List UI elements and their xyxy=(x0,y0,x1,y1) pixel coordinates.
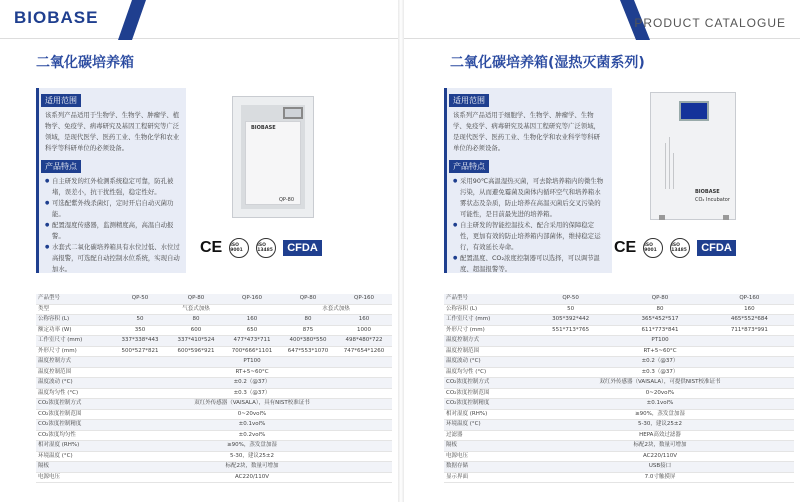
table-row xyxy=(444,451,794,462)
table-cell: RT+5~60°C xyxy=(526,346,794,357)
device-brand-label: BIOBASE xyxy=(251,125,276,131)
table-row-label: 温度波动 (°C) xyxy=(36,378,112,389)
table-cell: 标配2块，数量可增加 xyxy=(526,441,794,452)
table-row-label: 温度波动 (°C) xyxy=(444,357,526,368)
table-cell: 50 xyxy=(526,304,615,315)
table-row-label: 温度均匀性 (°C) xyxy=(444,367,526,378)
certification-marks xyxy=(614,238,736,258)
table-cell: 875 xyxy=(280,325,336,336)
table-row xyxy=(36,346,392,357)
table-row xyxy=(36,336,392,347)
table-row-label: 相对湿度 (RH%) xyxy=(36,441,112,452)
table-cell: ±0.2（@37） xyxy=(526,357,794,368)
table-cell: 80 xyxy=(280,315,336,326)
table-row-label: 温度控制方式 xyxy=(36,357,112,368)
table-cell: 标配2块，数量可增加 xyxy=(112,462,392,473)
table-cell: 1000 xyxy=(336,325,392,336)
table-cell: ±0.1vol% xyxy=(112,420,392,431)
table-row xyxy=(36,451,392,462)
features-heading: 产品特点 xyxy=(41,160,81,173)
table-row xyxy=(36,430,392,441)
page-title: 二氧化碳培养箱(湿热灭菌系列) xyxy=(450,55,645,71)
table-row-label: 工作室尺寸 (mm) xyxy=(444,315,526,326)
door-seam xyxy=(673,153,674,189)
table-cell: 160 xyxy=(705,304,794,315)
table-row xyxy=(444,472,794,483)
ce-mark-icon: CE xyxy=(614,239,637,256)
table-cell: 水套式加热 xyxy=(280,304,392,315)
table-row-label: 电源电压 xyxy=(444,451,526,462)
table-cell: 647*553*1070 xyxy=(280,346,336,357)
table-row-label: 产品型号 xyxy=(444,294,526,304)
table-row xyxy=(36,399,392,410)
table-cell: AC220/110V xyxy=(526,451,794,462)
info-box xyxy=(36,88,186,273)
touchscreen-display-icon xyxy=(679,101,709,121)
certification-marks xyxy=(200,238,322,258)
table-row-label: 产品型号 xyxy=(36,294,112,304)
table-cell: ±0.3（@37） xyxy=(112,388,392,399)
table-cell: 双红外传感器（VAISALA），具有NIST校准证书 xyxy=(112,399,392,410)
info-box xyxy=(444,88,612,273)
iso-9001-badge-icon: ISO 9001 xyxy=(229,238,249,258)
table-cell: ±0.2（@37） xyxy=(112,378,392,389)
table-row-label: CO₂浓度控制精度 xyxy=(444,399,526,410)
left-page xyxy=(0,0,398,502)
catalog-label: PRODUCT CATALOGUE xyxy=(634,16,786,30)
table-cell: ±0.2vol% xyxy=(112,430,392,441)
table-row xyxy=(36,462,392,473)
table-row xyxy=(36,441,392,452)
table-cell: 7.0寸触摸屏 xyxy=(526,472,794,483)
table-row xyxy=(444,294,794,304)
table-row-label: 温度控制范围 xyxy=(444,346,526,357)
table-row xyxy=(444,409,794,420)
table-row xyxy=(444,388,794,399)
table-cell: 0~20vol% xyxy=(526,388,794,399)
table-cell: ≥90%，蒸发盘加湿 xyxy=(526,409,794,420)
features-list xyxy=(447,176,612,275)
door-seam xyxy=(669,137,670,189)
table-row-label: 环境温度 (°C) xyxy=(444,420,526,431)
iso-9001-badge-icon: ISO 9001 xyxy=(643,238,663,258)
table-cell: QP-80 xyxy=(168,294,224,304)
incubator-image xyxy=(232,96,314,218)
table-cell: 477*473*711 xyxy=(224,336,280,347)
table-cell: QP-160 xyxy=(705,294,794,304)
table-row xyxy=(444,420,794,431)
table-cell: 350 xyxy=(112,325,168,336)
table-row-label: 隔板 xyxy=(36,462,112,473)
feature-item: ● 自主研发的智能控温技术、配合采用的保障稳定性，更加有效的防止培养箱内部菌体，维持稳定运行，有效延长寿命。 xyxy=(453,220,606,253)
table-row-label: CO₂浓度控制精度 xyxy=(36,420,112,431)
table-row-label: 公称容积 (L) xyxy=(444,304,526,315)
table-cell: HEPA高效过滤器 xyxy=(526,430,794,441)
device-brand-label: BIOBASE xyxy=(695,189,720,195)
table-row xyxy=(36,420,392,431)
table-row-label: 温度均匀性 (°C) xyxy=(36,388,112,399)
table-row xyxy=(444,430,794,441)
table-cell: QP-160 xyxy=(224,294,280,304)
control-panel-icon xyxy=(283,107,303,119)
table-row-label: 环境温度 (°C) xyxy=(36,451,112,462)
table-row xyxy=(444,315,794,326)
device-foot xyxy=(659,215,665,220)
table-row xyxy=(444,399,794,410)
table-cell: PT100 xyxy=(112,357,392,368)
table-row xyxy=(36,472,392,483)
table-row-label: 额定功率 (W) xyxy=(36,325,112,336)
table-cell: 400*380*550 xyxy=(280,336,336,347)
table-cell: 611*773*841 xyxy=(615,325,704,336)
table-cell: 160 xyxy=(224,315,280,326)
table-row-label: 显示界面 xyxy=(444,472,526,483)
table-cell: AC220/110V xyxy=(112,472,392,483)
table-row-label: 类型 xyxy=(36,304,112,315)
application-text: 该系列产品适用于细胞学、生物学、肿瘤学、生物学、免疫学、病毒研究及基因工程研究等广泛领域，是现代医学、医药工业、生物化学和农业科学等科研单位的必须设备。 xyxy=(453,111,600,152)
device-model-label: QP-80 xyxy=(279,197,295,203)
table-row-label: CO₂浓度控制方式 xyxy=(444,378,526,389)
table-row-label: 外形尺寸 (mm) xyxy=(36,346,112,357)
table-cell: 337*410*524 xyxy=(168,336,224,347)
table-row-label: CO₂浓度均匀性 xyxy=(36,430,112,441)
table-cell: 500*527*821 xyxy=(112,346,168,357)
table-row-label: 温度控制范围 xyxy=(36,367,112,378)
feature-item: ● 可选配紫外线杀菌灯，定时开启自动灭菌功能。 xyxy=(45,198,180,220)
right-page xyxy=(404,0,800,502)
table-row-label: CO₂浓度控制范围 xyxy=(444,388,526,399)
table-row xyxy=(444,346,794,357)
features-heading: 产品特点 xyxy=(449,160,489,173)
header-slash-icon xyxy=(118,0,146,40)
table-row xyxy=(444,378,794,389)
table-cell: 80 xyxy=(168,315,224,326)
table-row xyxy=(444,462,794,473)
table-cell: 711*873*991 xyxy=(705,325,794,336)
table-cell: 650 xyxy=(224,325,280,336)
table-cell: USB接口 xyxy=(526,462,794,473)
table-cell: QP-50 xyxy=(112,294,168,304)
feature-item: ● 自主研发的红外检测系统稳定可靠，防孔被堵，误差小，抗干扰性强，稳定性好。 xyxy=(45,176,180,198)
incubator-image xyxy=(650,92,736,220)
table-row-label: 外形尺寸 (mm) xyxy=(444,325,526,336)
cfda-badge-icon: CFDA xyxy=(283,240,322,256)
table-row xyxy=(444,336,794,347)
table-row-label: 过滤器 xyxy=(444,430,526,441)
table-cell: 551*713*765 xyxy=(526,325,615,336)
table-cell: 80 xyxy=(615,304,704,315)
table-cell: 498*480*722 xyxy=(336,336,392,347)
spec-table xyxy=(444,294,794,483)
device-model-label: CO₂ Incubator xyxy=(695,197,730,203)
spec-table xyxy=(36,294,392,483)
table-cell: 50 xyxy=(112,315,168,326)
cfda-badge-icon: CFDA xyxy=(697,240,736,256)
application-heading: 适用范围 xyxy=(41,94,81,107)
iso-13485-badge-icon: ISO 13485 xyxy=(670,238,690,258)
door-seam xyxy=(665,143,666,189)
table-cell: 双红外传感器（VAISALA），可提供NIST校准证书 xyxy=(526,378,794,389)
table-row xyxy=(36,304,392,315)
table-cell: QP-50 xyxy=(526,294,615,304)
table-row-label: CO₂浓度控制方式 xyxy=(36,399,112,410)
table-cell: ±0.1vol% xyxy=(526,399,794,410)
table-row xyxy=(36,315,392,326)
table-cell: 700*666*1101 xyxy=(224,346,280,357)
table-row xyxy=(36,367,392,378)
table-row-label: 相对湿度 (RH%) xyxy=(444,409,526,420)
table-row-label: 隔板 xyxy=(444,441,526,452)
table-cell: QP-80 xyxy=(280,294,336,304)
table-cell: QP-160 xyxy=(336,294,392,304)
table-cell: 5-30，建议25±2 xyxy=(526,420,794,431)
header-rule xyxy=(404,38,800,39)
table-row xyxy=(444,367,794,378)
table-cell: 600 xyxy=(168,325,224,336)
table-cell: 465*552*684 xyxy=(705,315,794,326)
table-row-label: 数据存储 xyxy=(444,462,526,473)
table-cell: 160 xyxy=(336,315,392,326)
features-list xyxy=(39,176,186,275)
table-row xyxy=(36,294,392,304)
device-foot xyxy=(723,215,729,220)
feature-item: ● 配置温度、CO₂浓度控制器可以选择，可以调节温度、超温报警等。 xyxy=(453,253,606,275)
feature-item: ● 配置湿度传感器，监测精度高，高温自动报警。 xyxy=(45,220,180,242)
table-row xyxy=(444,325,794,336)
table-row xyxy=(36,357,392,368)
iso-13485-badge-icon: ISO 13485 xyxy=(256,238,276,258)
table-cell: 337*338*443 xyxy=(112,336,168,347)
table-cell: QP-80 xyxy=(615,294,704,304)
table-cell: 5-30，建议25±2 xyxy=(112,451,392,462)
table-cell: 365*452*517 xyxy=(615,315,704,326)
table-row-label: 温度控制方式 xyxy=(444,336,526,347)
table-cell: 600*596*921 xyxy=(168,346,224,357)
table-cell: ±0.3（@37） xyxy=(526,367,794,378)
table-cell: 0~20vol% xyxy=(112,409,392,420)
application-text: 该系列产品适用于生物学、生物学、肿瘤学、植物学、免疫学、病毒研究及基因工程研究等广泛领域，是现代医学、医药工业、生物化学和农业科学等科研单位的必须设备。 xyxy=(45,111,180,152)
table-row xyxy=(36,378,392,389)
table-row xyxy=(444,304,794,315)
table-row xyxy=(36,409,392,420)
table-row-label: CO₂浓度控制范围 xyxy=(36,409,112,420)
table-cell: ≥90%，蒸发盘加湿 xyxy=(112,441,392,452)
header-rule xyxy=(0,38,398,39)
incubator-door xyxy=(245,121,301,205)
feature-item: ● 水套式二氧化碳培养箱具有水位过低、水位过高报警，可选配自动控制水位系统，实现自动加水。 xyxy=(45,242,180,275)
table-row-label: 电源电压 xyxy=(36,472,112,483)
feature-item: ● 采用90℃高温湿热灭菌，可去除培养箱内的微生物污染，从而避免霉菌及菌体内循环空气和培养箱水雾状态及杂质，防止培养在高温灭菌后交叉污染的可能性，是目前最先进的培养箱。 xyxy=(453,176,606,220)
table-row-label: 工作室尺寸 (mm) xyxy=(36,336,112,347)
table-row-label: 公称容积 (L) xyxy=(36,315,112,326)
table-row xyxy=(36,388,392,399)
table-cell: 305*392*442 xyxy=(526,315,615,326)
table-cell: PT100 xyxy=(526,336,794,347)
table-row xyxy=(444,441,794,452)
table-cell: 气套式加热 xyxy=(112,304,280,315)
ce-mark-icon: CE xyxy=(200,239,223,256)
table-row xyxy=(444,357,794,368)
table-row xyxy=(36,325,392,336)
page-title: 二氧化碳培养箱 xyxy=(36,55,134,71)
brand-logo: BIOBASE xyxy=(14,8,99,27)
table-cell: 747*654*1260 xyxy=(336,346,392,357)
table-cell: RT+5~60°C xyxy=(112,367,392,378)
application-heading: 适用范围 xyxy=(449,94,489,107)
